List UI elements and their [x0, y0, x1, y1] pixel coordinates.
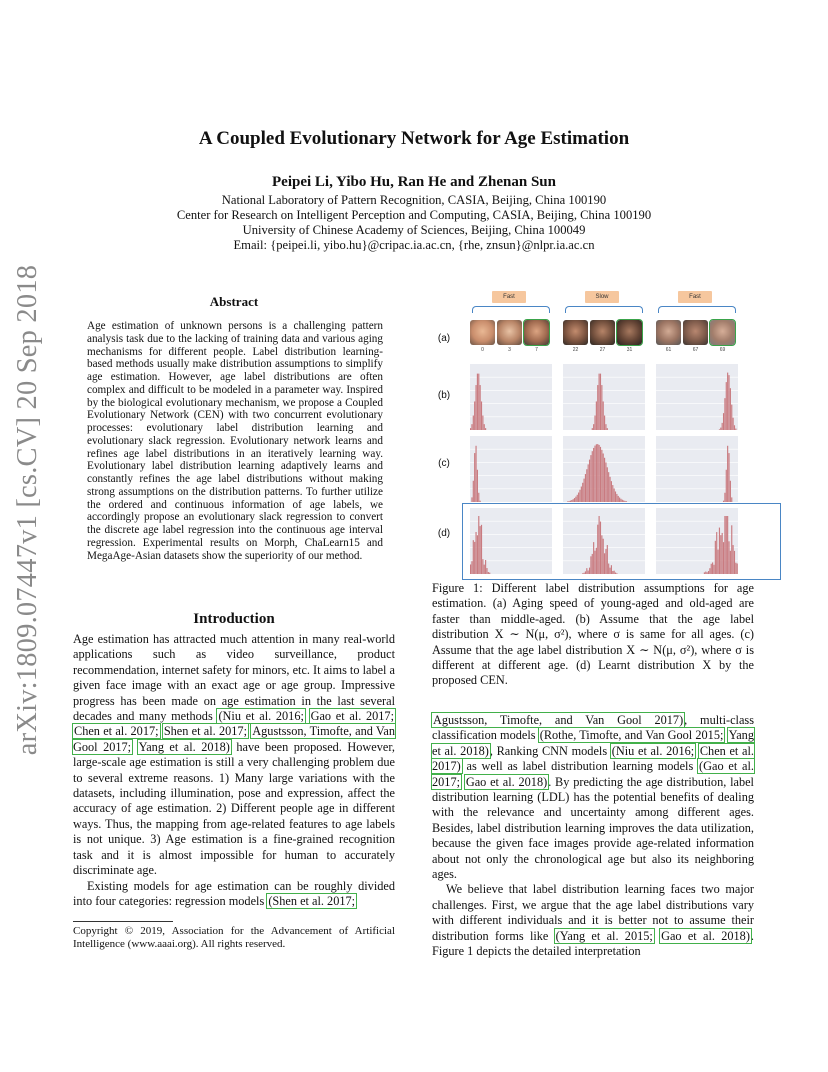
- histogram-bar: [481, 525, 482, 574]
- histogram-bar: [600, 374, 601, 430]
- histogram-bar: [728, 375, 729, 430]
- histogram-bar: [585, 571, 586, 574]
- histogram-bar: [731, 497, 732, 502]
- face-photo: [617, 320, 642, 345]
- row-label-a: (a): [437, 333, 451, 344]
- citation-link[interactable]: Chen et al. 2017;: [74, 724, 159, 739]
- histogram-svg: [563, 436, 645, 502]
- histogram-bar: [620, 499, 621, 502]
- histogram-bar: [625, 501, 626, 502]
- histogram-bar: [734, 551, 735, 574]
- footnote-rule: [73, 921, 173, 922]
- histogram-bar: [594, 416, 595, 430]
- histogram-bar: [593, 424, 594, 430]
- histogram-bar: [731, 405, 732, 430]
- histogram-bar: [601, 450, 602, 502]
- histogram-bar: [614, 571, 615, 574]
- histogram-svg: [656, 436, 738, 502]
- histogram-bar: [590, 556, 591, 574]
- histogram-bar: [470, 564, 471, 574]
- face-photo: [563, 320, 588, 345]
- citation-link[interactable]: (Shen et al. 2017;: [268, 893, 356, 908]
- histogram-bar: [478, 516, 479, 574]
- right-column-text: [432, 713, 754, 960]
- citation-link[interactable]: (Gao et al. 2017;: [432, 759, 754, 789]
- author-emails: Email: {peipei.li, yibo.hu}@cripac.ia.ac.cn, {rhe, znsun}@nlpr.ia.ac.cn: [233, 238, 595, 252]
- histogram-bar: [597, 525, 598, 574]
- histogram-bar: [611, 481, 612, 502]
- histogram-bar: [727, 373, 728, 430]
- histogram-bar: [600, 522, 601, 574]
- histogram-bar: [724, 516, 725, 574]
- histogram-bar: [734, 425, 735, 430]
- histogram-bar: [590, 455, 591, 502]
- citation-link[interactable]: Yang et al. 2018): [432, 728, 754, 758]
- right-paragraph-1: Agustsson, Timofte, and Van Gool 2017), multi-class classification models (Rothe, Timofte, and Van Gool 2015; Yang et al. 2018), Ranking CNN models (Niu et al. 2016; Chen et al. 2017) as well as label distribution learning models (Gao et al. 2017; Gao et al. 2018). By predicting the age distribution, label distribution learning (LDL) has the potential benefits of dealing with the relevance and uncertainty among different ages. Besides, label distribution learning improves the data utilization, because the given face images provide age-related information about not only the chronological age but also its neighboring ages.: [432, 713, 754, 882]
- citation-link[interactable]: (Niu et al. 2016;: [218, 709, 304, 724]
- histogram-bar: [597, 444, 598, 502]
- histogram-bar: [618, 496, 619, 502]
- row-label-c: (c): [438, 458, 450, 469]
- abstract-text: Age estimation of unknown persons is a challenging pattern analysis task due to the lacking of training data and various aging mechanisms for different people. Label distribution learning-based methods usually make distribution assumptions to simplify age estimation. However, age label distributions are often complex and difficult to be modeled in a parameter way. Inspired by the biological evolutionary mechanism, we propose a Coupled Evolutionary Network (CEN) with two concurrent evolutionary processes: evolutionary label distribution learning and evolutionary slack regression. Evolutionary network learns and refines age label distributions in an iteratively learning way. Evolutionary label distribution learning adaptively learns and constantly refines the age label distributions without making strong assumptions on the distribution patterns. To further utilize the ordered and continuous information of age labels, we accordingly propose an evolutionary slack regression to convert the discrete age label regression into the continuous age interval regression. Experimental results on Morph, ChaLearn15 and MegaAge-Asian datasets show the superiority of our method.: [87, 320, 383, 562]
- histogram-bar: [726, 516, 727, 574]
- citation-link[interactable]: (Yang et al. 2015;: [555, 928, 653, 943]
- histogram-bar: [599, 374, 600, 430]
- face-photo: [656, 320, 681, 345]
- histogram-bar: [731, 525, 732, 574]
- histogram-bar: [573, 499, 574, 502]
- histogram-bar: [603, 539, 604, 574]
- histogram-bar: [608, 564, 609, 574]
- histogram-bar: [589, 568, 590, 574]
- histogram-panel: [656, 436, 738, 502]
- histogram-bar: [713, 565, 714, 574]
- histogram-svg: [470, 436, 552, 502]
- affiliation-1: National Laboratory of Pattern Recognition, CASIA, Beijing, China 100190: [221, 193, 607, 207]
- histogram-bar: [707, 572, 708, 574]
- citation-link[interactable]: Yang et al. 2018): [138, 739, 230, 754]
- figure-1: [432, 286, 756, 576]
- histogram-bar: [578, 493, 579, 502]
- histogram-panel: [656, 508, 738, 574]
- histogram-bar: [619, 498, 620, 502]
- histogram-bar: [584, 573, 585, 574]
- histogram-svg: [656, 508, 738, 574]
- histogram-panel: [563, 436, 645, 502]
- histogram-bar: [730, 551, 731, 574]
- histogram-bar: [596, 401, 597, 430]
- histogram-bar: [588, 571, 589, 574]
- face-age-label: 0: [481, 347, 484, 353]
- histogram-bar: [482, 559, 483, 574]
- histogram-bar: [719, 528, 720, 574]
- speed-tag-fast: Fast: [678, 291, 712, 303]
- affiliation-3: University of Chinese Academy of Sciences, Beijing, China 100049: [242, 223, 586, 237]
- histogram-bar: [582, 573, 583, 574]
- histogram-bar: [584, 479, 585, 502]
- histogram-bar: [586, 469, 587, 502]
- histogram-bar: [486, 568, 487, 574]
- histogram-panel: [470, 508, 552, 574]
- figure-caption: Figure 1: Different label distribution assumptions for age estimation. (a) Aging speed of young-aged and old-aged are faster than middle-aged. (b) Assume that the age label distribution X ∼ N(μ, σ²), where σ is same for all ages. (c) Assume that the age label distribution X ∼ N(μ, σ²), where σ is different at different age. (d) Learnt distribution X by the proposed CEN.: [432, 581, 754, 688]
- citation-link[interactable]: Agustsson, Timofte, and Van Gool 2017): [433, 713, 684, 727]
- citation-link[interactable]: Chen et al. 2017): [432, 743, 754, 774]
- histogram-bar: [582, 483, 583, 502]
- face-photo: [710, 320, 735, 345]
- citation-link[interactable]: Shen et al. 2017;: [163, 724, 247, 739]
- histogram-bar: [612, 485, 613, 502]
- histogram-bar: [473, 416, 474, 430]
- histogram-bar: [592, 554, 593, 574]
- histogram-bar: [718, 550, 719, 574]
- histogram-bar: [481, 401, 482, 430]
- introduction-heading: Introduction: [193, 611, 275, 627]
- histogram-bar: [723, 501, 724, 502]
- histogram-bar: [603, 401, 604, 430]
- histogram-bar: [733, 418, 734, 430]
- face-photo: [683, 320, 708, 345]
- histogram-bar: [612, 571, 613, 574]
- face-age-label: 27: [599, 347, 606, 353]
- histogram-bar: [475, 385, 476, 430]
- face-age-label: 31: [626, 347, 633, 353]
- right-paragraph-2: We believe that label distribution learning faces two major challenges. First, we argue that the age label distributions vary with different individuals and it is better not to assume their distribution forms like (Yang et al. 2015; Gao et al. 2018). Figure 1 depicts the detailed interpretation: [432, 882, 754, 959]
- histogram-bar: [726, 382, 727, 430]
- histogram-bar: [586, 568, 587, 574]
- histogram-bar: [603, 453, 604, 502]
- abstract-heading: Abstract: [209, 294, 259, 309]
- arxiv-stamp: arXiv:1809.07447v1 [cs.CV] 20 Sep 2018: [12, 264, 43, 756]
- histogram-bar: [615, 573, 616, 575]
- group-brace: [565, 306, 643, 313]
- histogram-bar: [730, 388, 731, 430]
- histogram-svg: [563, 364, 645, 430]
- affiliation-2: Center for Research on Intelligent Perception and Computing, CASIA, Beijing, China 100190: [176, 208, 652, 222]
- histogram-bar: [720, 535, 721, 574]
- histogram-bar: [482, 416, 483, 430]
- histogram-bar: [724, 398, 725, 430]
- face-age-label: 22: [572, 347, 579, 353]
- histogram-bar: [599, 516, 600, 574]
- intro-paragraph-1: Age estimation has attracted much attention in many real-world applications such as video surveillance, product recommendation, internet safety for minors, etc. It aims to label a given face image with an exact age or age group. Impressive progress has been made on age estimation in the last several decades and many methods (Niu et al. 2016; Gao et al. 2017; Chen et al. 2017; Shen et al. 2017; Agustsson, Timofte, and Van Gool 2017; Yang et al. 2018) have been proposed. However, large-scale age estimation is still a very challenging problem due to several extreme reasons. 1) Many large variations with the datasets, including illumination, pose and expression, affect the accuracy of age estimation. 2) Different people age in different ways. Thus, the mapping from age-related features to age labels is not unique. 3) Age estimation is a fine-grained recognition task and it is almost impossible for human to accurately discriminate age.: [73, 632, 396, 878]
- histogram-bar: [485, 560, 486, 574]
- histogram-bar: [477, 535, 478, 574]
- histogram-bar: [593, 542, 594, 574]
- histogram-bar: [471, 561, 472, 574]
- citation-link[interactable]: Gao et al. 2018): [465, 774, 548, 789]
- histogram-bar: [585, 474, 586, 502]
- citation-link[interactable]: Gao et al. 2018): [661, 928, 750, 943]
- histogram-bar: [623, 500, 624, 502]
- histogram-panel: [656, 364, 738, 430]
- histogram-bar: [579, 490, 580, 502]
- histogram-bar: [601, 385, 602, 430]
- citation-link[interactable]: (Rothe, Timofte, and Van Gool 2015;: [539, 728, 724, 743]
- histogram-bar: [730, 481, 731, 502]
- histogram-bar: [596, 548, 597, 574]
- copyright-footnote: Copyright © 2019, Association for the Advancement of Artificial Intelligence (www.aaai.org). All rights reserved.: [73, 925, 395, 950]
- histogram-bar: [712, 562, 713, 574]
- histogram-bar: [705, 572, 706, 574]
- face-age-label: 61: [665, 347, 672, 353]
- histogram-bar: [475, 446, 476, 502]
- histogram-bar: [589, 460, 590, 502]
- histogram-bar: [626, 501, 627, 502]
- histogram-bar: [609, 477, 610, 502]
- histogram-bar: [609, 568, 610, 574]
- histogram-bar: [484, 565, 485, 574]
- histogram-bar: [727, 446, 728, 502]
- intro-paragraph-2: Existing models for age estimation can be roughly divided into four categories: regression models (Shen et al. 2017;: [73, 878, 395, 908]
- face-age-label: 7: [535, 347, 538, 353]
- histogram-bar: [737, 564, 738, 574]
- histogram-bar: [733, 545, 734, 574]
- histogram-bar: [477, 470, 478, 502]
- histogram-bar: [728, 541, 729, 574]
- citation-link[interactable]: Gao et al. 2017;: [310, 709, 394, 724]
- histogram-panel: [470, 436, 552, 502]
- introduction-text: [73, 632, 395, 909]
- histogram-bar: [596, 444, 597, 502]
- histogram-bar: [711, 564, 712, 574]
- histogram-bar: [594, 551, 595, 574]
- row-label-b: (b): [437, 390, 451, 401]
- histogram-bar: [708, 571, 709, 574]
- histogram-bar: [709, 568, 710, 574]
- citation-link[interactable]: Agustsson, Timofte, and Van Gool 2017;: [73, 724, 396, 754]
- histogram-bar: [601, 535, 602, 574]
- histogram-bar: [478, 374, 479, 430]
- histogram-bar: [607, 545, 608, 574]
- histogram-panel: [563, 508, 645, 574]
- histogram-bar: [724, 493, 725, 502]
- speed-tag-fast: Fast: [492, 291, 526, 303]
- histogram-bar: [720, 428, 721, 430]
- histogram-bar: [477, 374, 478, 430]
- histogram-bar: [480, 385, 481, 430]
- histogram-bar: [607, 467, 608, 502]
- face-photo: [590, 320, 615, 345]
- histogram-bar: [474, 453, 475, 502]
- paper-title: A Coupled Evolutionary Network for Age Estimation: [198, 128, 630, 149]
- histogram-bar: [622, 500, 623, 502]
- histogram-bar: [475, 532, 476, 574]
- histogram-bar: [471, 424, 472, 430]
- histogram-bar: [608, 472, 609, 502]
- histogram-bar: [728, 453, 729, 502]
- paper-authors: Peipei Li, Yibo Hu, Ran He and Zhenan Sun: [272, 174, 556, 190]
- histogram-bar: [600, 447, 601, 502]
- histogram-bar: [704, 572, 705, 574]
- histogram-bar: [485, 428, 486, 430]
- histogram-bar: [611, 565, 612, 574]
- histogram-bar: [605, 424, 606, 430]
- histogram-bar: [474, 401, 475, 430]
- histogram-bar: [607, 428, 608, 430]
- histogram-bar: [575, 497, 576, 502]
- histogram-bar: [719, 429, 720, 430]
- histogram-bar: [474, 542, 475, 574]
- histogram-svg: [563, 508, 645, 574]
- histogram-bar: [593, 448, 594, 502]
- histogram-bar: [615, 491, 616, 502]
- histogram-bar: [722, 423, 723, 430]
- histogram-bar: [715, 541, 716, 574]
- histogram-bar: [574, 498, 575, 502]
- row-label-d: (d): [437, 528, 451, 539]
- histogram-bar: [484, 424, 485, 430]
- histogram-bar: [735, 429, 736, 430]
- histogram-bar: [604, 458, 605, 502]
- histogram-panel: [470, 364, 552, 430]
- histogram-bar: [592, 451, 593, 502]
- histogram-svg: [656, 364, 738, 430]
- histogram-bar: [480, 501, 481, 502]
- histogram-panel: [563, 364, 645, 430]
- citation-link[interactable]: (Niu et al. 2016;: [611, 743, 695, 758]
- histogram-bar: [588, 464, 589, 502]
- histogram-bar: [727, 516, 728, 574]
- histogram-bar: [471, 497, 472, 502]
- histogram-svg: [470, 364, 552, 430]
- histogram-bar: [488, 572, 489, 574]
- histogram-bar: [604, 416, 605, 430]
- speed-tag-slow: Slow: [585, 291, 619, 303]
- histogram-bar: [616, 573, 617, 574]
- face-photo: [497, 320, 522, 345]
- histogram-bar: [605, 549, 606, 574]
- group-brace: [472, 306, 550, 313]
- histogram-bar: [567, 501, 568, 502]
- histogram-bar: [570, 501, 571, 502]
- histogram-svg: [470, 508, 552, 574]
- histogram-bar: [616, 494, 617, 502]
- histogram-bar: [599, 445, 600, 502]
- histogram-bar: [473, 540, 474, 574]
- face-photo: [470, 320, 495, 345]
- histogram-bar: [605, 462, 606, 502]
- face-age-label: 3: [508, 347, 511, 353]
- histogram-bar: [480, 526, 481, 574]
- face-photo: [524, 320, 549, 345]
- histogram-bar: [577, 495, 578, 502]
- histogram-bar: [568, 501, 569, 502]
- histogram-bar: [478, 493, 479, 502]
- histogram-bar: [726, 470, 727, 502]
- histogram-bar: [716, 532, 717, 574]
- histogram-bar: [722, 533, 723, 574]
- histogram-bar: [470, 428, 471, 430]
- histogram-bar: [597, 385, 598, 430]
- histogram-bar: [614, 489, 615, 502]
- histogram-bar: [592, 428, 593, 430]
- histogram-bar: [723, 542, 724, 574]
- histogram-bar: [604, 553, 605, 574]
- histogram-bar: [571, 500, 572, 502]
- face-age-label: 67: [692, 347, 699, 353]
- histogram-bar: [735, 563, 736, 574]
- histogram-bar: [489, 573, 490, 574]
- histogram-bar: [581, 487, 582, 502]
- group-brace: [658, 306, 736, 313]
- histogram-bar: [594, 446, 595, 502]
- histogram-bar: [473, 481, 474, 502]
- histogram-bar: [723, 413, 724, 430]
- face-age-label: 69: [719, 347, 726, 353]
